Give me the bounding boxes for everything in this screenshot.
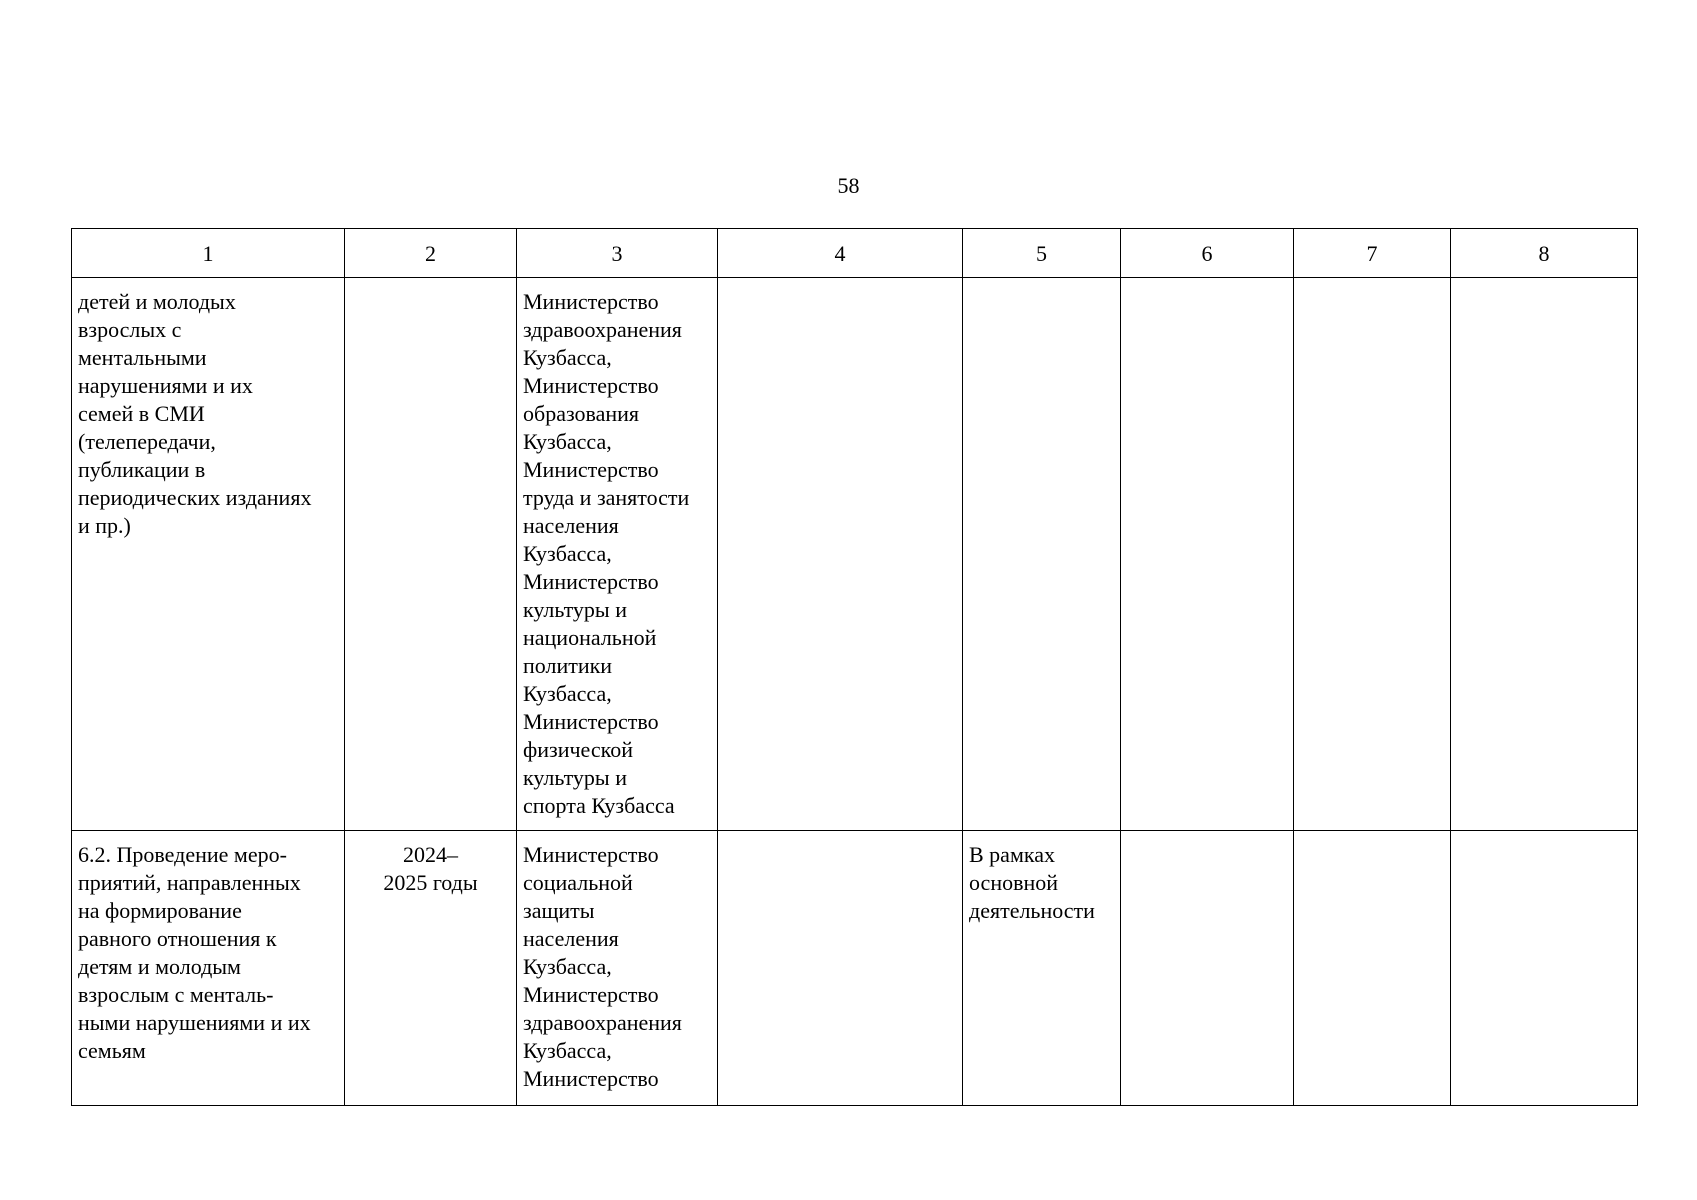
column-header: 1 [72, 229, 345, 278]
table-cell [718, 831, 963, 1106]
table-cell [1121, 831, 1294, 1106]
table-cell [718, 278, 963, 831]
table-header-row [72, 229, 1638, 278]
table-cell-executors: Министерство здравоохранения Кузбасса, Министерство образования Кузбасса, Министерство труда и занятости населения Кузбасса, Министерство культуры и национальной политики Кузбасса, Министерство физической культуры и спорта Кузбасса [517, 278, 718, 831]
table-cell [1451, 278, 1638, 831]
column-header: 7 [1294, 229, 1451, 278]
table-cell [1294, 831, 1451, 1106]
table-cell-funding: В рамках основной деятельности [963, 831, 1121, 1106]
column-header: 6 [1121, 229, 1294, 278]
table-cell-activity: детей и молодых взрослых с ментальными нарушениями и их семей в СМИ (телепередачи, публикации в периодических изданиях и пр.) [72, 278, 345, 831]
table-cell [1121, 278, 1294, 831]
column-header: 2 [345, 229, 517, 278]
table-cell [1451, 831, 1638, 1106]
document-table [71, 228, 1638, 1106]
table-cell-activity: 6.2. Проведение меро- приятий, направленных на формирование равного отношения к детям и молодым взрослым с менталь- ными нарушениями и их семьям [72, 831, 345, 1106]
page-number: 58 [837, 173, 860, 198]
table-cell-executors: Министерство социальной защиты населения Кузбасса, Министерство здравоохранения Кузбасса, Министерство [517, 831, 718, 1106]
table-cell [1294, 278, 1451, 831]
table-cell-period [345, 278, 517, 831]
column-header: 4 [718, 229, 963, 278]
column-header: 5 [963, 229, 1121, 278]
table-cell-period: 2024– 2025 годы [345, 831, 517, 1106]
column-header: 8 [1451, 229, 1638, 278]
table-row [72, 278, 1638, 831]
table-row [72, 831, 1638, 1106]
column-header: 3 [517, 229, 718, 278]
table-cell-funding [963, 278, 1121, 831]
